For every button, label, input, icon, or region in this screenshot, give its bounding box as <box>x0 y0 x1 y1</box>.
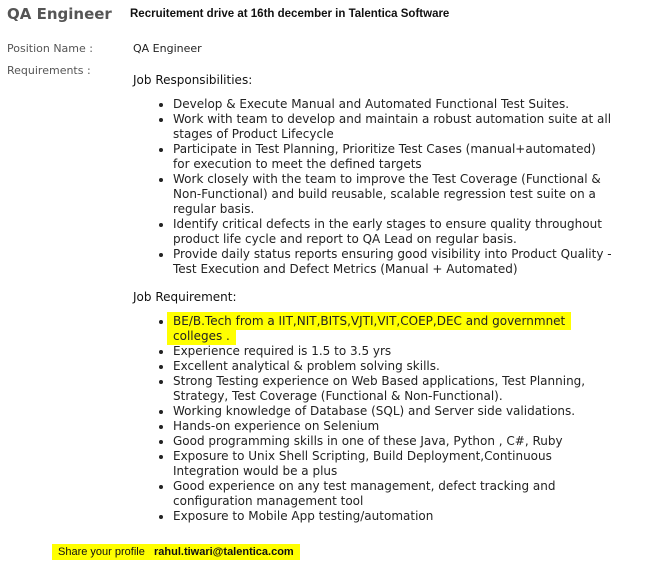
list-item: • Develop & Execute Manual and Automated Functional Test Suites. <box>173 97 613 112</box>
requirements-heading: Job Requirement: <box>133 290 237 304</box>
list-item: • Working knowledge of Database (SQL) and Server side validations. <box>173 404 613 419</box>
list-item: • Work with team to develop and maintain a robust automation suite at all stages of Product Lifecycle <box>173 112 613 142</box>
list-item: • Provide daily status reports ensuring good visibility into Product Quality - Test Execution and Defect Metrics (Manual + Automated) <box>173 247 613 277</box>
highlighted-text: BE/B.Tech from a IIT,NIT,BITS,VJTI,VIT,COEP,DEC and governmnet colleges . <box>173 314 566 343</box>
responsibilities-list <box>133 97 613 277</box>
list-item: • Experience required is 1.5 to 3.5 yrs <box>173 344 613 359</box>
share-label: Share your profile : <box>58 546 154 558</box>
share-profile <box>58 544 294 560</box>
responsibilities-heading: Job Responsibilities: <box>133 73 253 87</box>
position-name-value: QA Engineer <box>133 42 202 55</box>
list-item: • Work closely with the team to improve the Test Coverage (Functional & Non-Functional) and build reusable, scalable regression test suite on a regular basis. <box>173 172 613 217</box>
list-item-highlighted <box>173 314 613 344</box>
list-item: • Strong Testing experience on Web Based applications, Test Planning, Strategy, Test Coverage (Functional & Non-Functional). <box>173 374 613 404</box>
list-item: • Hands-on experience on Selenium <box>173 419 613 434</box>
recruitment-headline: Recruitement drive at 16th december in Talentica Software <box>130 8 450 20</box>
contact-email-link[interactable]: rahul.tiwari@talentica.com <box>154 546 294 558</box>
list-item: • Identify critical defects in the early stages to ensure quality throughout product life cycle and report to QA Lead on regular basis. <box>173 217 613 247</box>
list-item: • Good experience on any test management, defect tracking and configuration management tool <box>173 479 613 509</box>
requirements-list <box>133 314 613 524</box>
list-item: • Excellent analytical & problem solving skills. <box>173 359 613 374</box>
position-name-label: Position Name : <box>7 42 93 55</box>
job-title: QA Engineer <box>7 5 112 23</box>
list-item: • Participate in Test Planning, Prioritize Test Cases (manual+automated) for execution to meet the defined targets <box>173 142 613 172</box>
list-item: • Good programming skills in one of these Java, Python , C#, Ruby <box>173 434 613 449</box>
requirements-label: Requirements : <box>7 64 91 77</box>
list-item: • Exposure to Unix Shell Scripting, Build Deployment,Continuous Integration would be a plus <box>173 449 613 479</box>
requirements-content <box>133 72 613 524</box>
list-item: • Exposure to Mobile App testing/automation <box>173 509 613 524</box>
